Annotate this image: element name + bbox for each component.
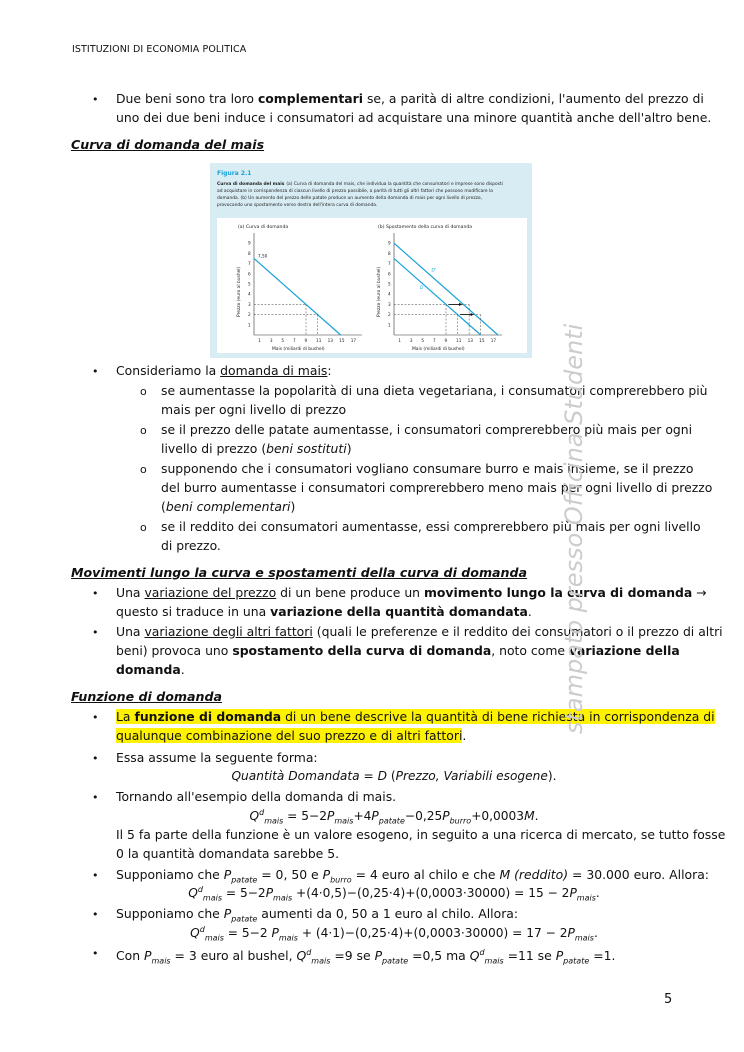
text-line: mais per ogni livello di prezzo (161, 402, 347, 417)
x-tick-label: 13 (327, 338, 333, 343)
text-line: Il 5 fa parte della funzione è un valore esogeno, in seguito a una ricerca di mercato, se tutto fosse (116, 827, 726, 842)
y-tick-label: 5 (388, 281, 391, 287)
x-tick-label: 5 (281, 338, 285, 343)
x-tick-label: 17 (350, 338, 357, 343)
formula: $Q^d_{mais} = 5-2P_{mais} +(4\cdot 0,5)-(0,25\cdot 4)+(0,0003\cdot 30000) = 15 - 2P_{mais}$. (188, 885, 600, 903)
x-tick-label: 7 (292, 338, 296, 343)
panel-title: (a) Curva di domanda (238, 225, 289, 230)
x-tick-label: 11 (456, 338, 462, 343)
x-tick-label: 13 (467, 338, 473, 343)
bullet: • (92, 752, 99, 765)
figure-caption: ad acquistare in corrispondenza di ciascun livello di prezzo possibile, a parità di tutti gli altri fattori che possono modificare la (217, 189, 493, 194)
bullet: • (92, 711, 99, 724)
formula: $Q^d_{mais} = 5-2$ $P_{mais} + (4\cdot 1)-(0,25\cdot 4)+(0,0003\cdot 30000) = 17 - 2P_{mais}$. (190, 925, 598, 943)
y-axis-label: Prezzo (euro al bushel) (237, 266, 242, 317)
text-line: Una variazione del prezzo di un bene produce un movimento lungo la curva di domanda → (116, 585, 707, 600)
curve-label: D (420, 286, 424, 292)
x-tick-label: 15 (339, 338, 345, 343)
annotation-label: 7,50 (258, 253, 268, 259)
bullet: • (92, 365, 99, 378)
x-tick-label: 15 (479, 338, 485, 343)
y-tick-label: 3 (248, 301, 251, 307)
section-heading: Movimenti lungo la curva e spostamenti della curva di domanda (71, 565, 528, 580)
bullet: • (92, 908, 99, 921)
text-line: Supponiamo che $P_{patate}$ aumenti da 0, 50 a 1 euro al chilo. Allora: (116, 906, 519, 924)
text-line: qualunque combinazione del suo prezzo e di altri fattori. (116, 728, 467, 743)
x-tick-label: 3 (409, 338, 413, 343)
text-line: se il reddito dei consumatori aumentasse, essi comprerebbero più mais per ogni livello (161, 519, 701, 534)
text-line: livello di prezzo (beni sostituti) (161, 441, 352, 456)
sub-bullet: o (140, 424, 147, 437)
y-tick-label: 1 (388, 322, 391, 328)
figure-svg (210, 163, 532, 358)
sub-bullet: o (140, 463, 147, 476)
x-tick-label: 1 (398, 338, 401, 343)
y-tick-label: 2 (388, 312, 391, 318)
y-tick-label: 3 (388, 301, 391, 307)
y-tick-label: 2 (248, 312, 251, 318)
section-heading: Curva di domanda del mais (71, 137, 265, 152)
text-line: Una variazione degli altri fattori (quali le preferenze e il reddito dei consumatori o il prezzo di altri (116, 624, 723, 639)
y-tick-label: 9 (248, 240, 251, 246)
figure-caption: Curva di domanda del mais (a) Curva di domanda del mais, che individua la quantità che consumatori e imprese sono disposti (217, 182, 503, 187)
text-line: Tornando all'esempio della domanda di mais. (116, 789, 397, 804)
figure-caption: provocando uno spostamento verso destra dell'intera curva di domanda. (217, 203, 378, 208)
text-line: Essa assume la seguente forma: (116, 750, 318, 765)
formula: Quantità Domandata = D (Prezzo, Variabili esogene). (231, 769, 557, 783)
sub-bullet: o (140, 521, 147, 534)
x-axis-label: Mais (miliardi di bushel) (412, 347, 465, 352)
section-heading: Funzione di domanda (71, 689, 223, 704)
x-tick-label: 17 (490, 338, 497, 343)
formula: $Q^d_{mais} = 5-2P_{mais}+4P_{patate}-0,25P_{burro}+0,0003M$. (249, 808, 539, 826)
x-tick-label: 5 (421, 338, 425, 343)
bullet: • (92, 626, 99, 639)
x-tick-label: 9 (444, 338, 448, 343)
bullet: • (92, 93, 99, 106)
y-tick-label: 5 (248, 281, 251, 287)
bullet: • (92, 791, 99, 804)
bullet: • (92, 869, 99, 882)
x-tick-label: 7 (432, 338, 436, 343)
y-tick-label: 1 (248, 322, 251, 328)
text-line: supponendo che i consumatori vogliano consumare burro e mais insieme, se il prezzo (161, 461, 694, 476)
y-tick-label: 8 (388, 250, 391, 256)
curve-label: D' (431, 268, 437, 274)
x-tick-label: 11 (316, 338, 322, 343)
text-line: La funzione di domanda di un bene descrive la quantità di bene richiesta in corrispondenza di (116, 709, 715, 724)
y-tick-label: 6 (388, 271, 391, 277)
y-tick-label: 8 (248, 250, 251, 256)
text-line: Supponiamo che $P_{patate} = 0$, 50 e $P_{burro} = 4$ euro al chilo e che M (reddito) = 30.000 euro. Allora: (116, 867, 709, 885)
figure-title: Figura 2.1 (217, 170, 252, 177)
text-line: di prezzo. (161, 538, 221, 553)
text-line: Due beni sono tra loro complementari se, a parità di altre condizioni, l'aumento del prezzo di (116, 91, 704, 106)
y-axis-label: Prezzo (euro al bushel) (377, 266, 382, 317)
figure-2-1 (210, 163, 532, 358)
text-line: 0 la quantità domandata sarebbe 5. (116, 846, 340, 861)
y-tick-label: 4 (248, 291, 251, 297)
text-line: Con $P_{mais} = 3$ euro al bushel, $Q^d_{mais} =9$ se $P_{patate} =0,5$ ma $Q^d_{mais} =11$ se $P_{patate} =1$. (116, 948, 616, 966)
x-tick-label: 9 (304, 338, 308, 343)
text-line: domanda. (116, 662, 185, 677)
bullet: • (92, 587, 99, 600)
text-line: se il prezzo delle patate aumentasse, i consumatori comprerebbero più mais per ogni (161, 422, 693, 437)
y-tick-label: 4 (388, 291, 391, 297)
figure-caption: domanda. (b) Un aumento del prezzo delle patate produce un aumento della domanda di mais per ogni livello di prezzo, (217, 196, 483, 201)
y-tick-label: 7 (388, 261, 391, 267)
text-line: questo si traduce in una variazione della quantità domandata. (116, 604, 532, 619)
text-line: uno dei due beni induce i consumatori ad acquistare una minore quantità anche dell'altro bene. (116, 110, 712, 125)
x-tick-label: 3 (269, 338, 273, 343)
text-line: beni) provoca uno spostamento della curva di domanda, noto come variazione della (116, 643, 680, 658)
x-axis-label: Mais (miliardi di bushel) (272, 347, 325, 352)
text-line: Consideriamo la domanda di mais: (116, 363, 332, 378)
page-header: ISTITUZIONI DI ECONOMIA POLITICA (72, 44, 247, 55)
y-tick-label: 6 (248, 271, 251, 277)
panel-title: (b) Spostamento della curva di domanda (378, 225, 473, 230)
text-line: del burro aumentasse i consumatori comprerebbero meno mais per ogni livello di prezzo (161, 480, 713, 495)
x-tick-label: 1 (258, 338, 261, 343)
text-line: se aumentasse la popolarità di una dieta vegetariana, i consumatori comprerebbero più (161, 383, 708, 398)
y-tick-label: 9 (388, 240, 391, 246)
y-tick-label: 7 (248, 261, 251, 267)
page-number: 5 (664, 992, 673, 1007)
sub-bullet: o (140, 385, 147, 398)
text-line: (beni complementari) (161, 499, 296, 514)
bullet: • (92, 947, 99, 960)
